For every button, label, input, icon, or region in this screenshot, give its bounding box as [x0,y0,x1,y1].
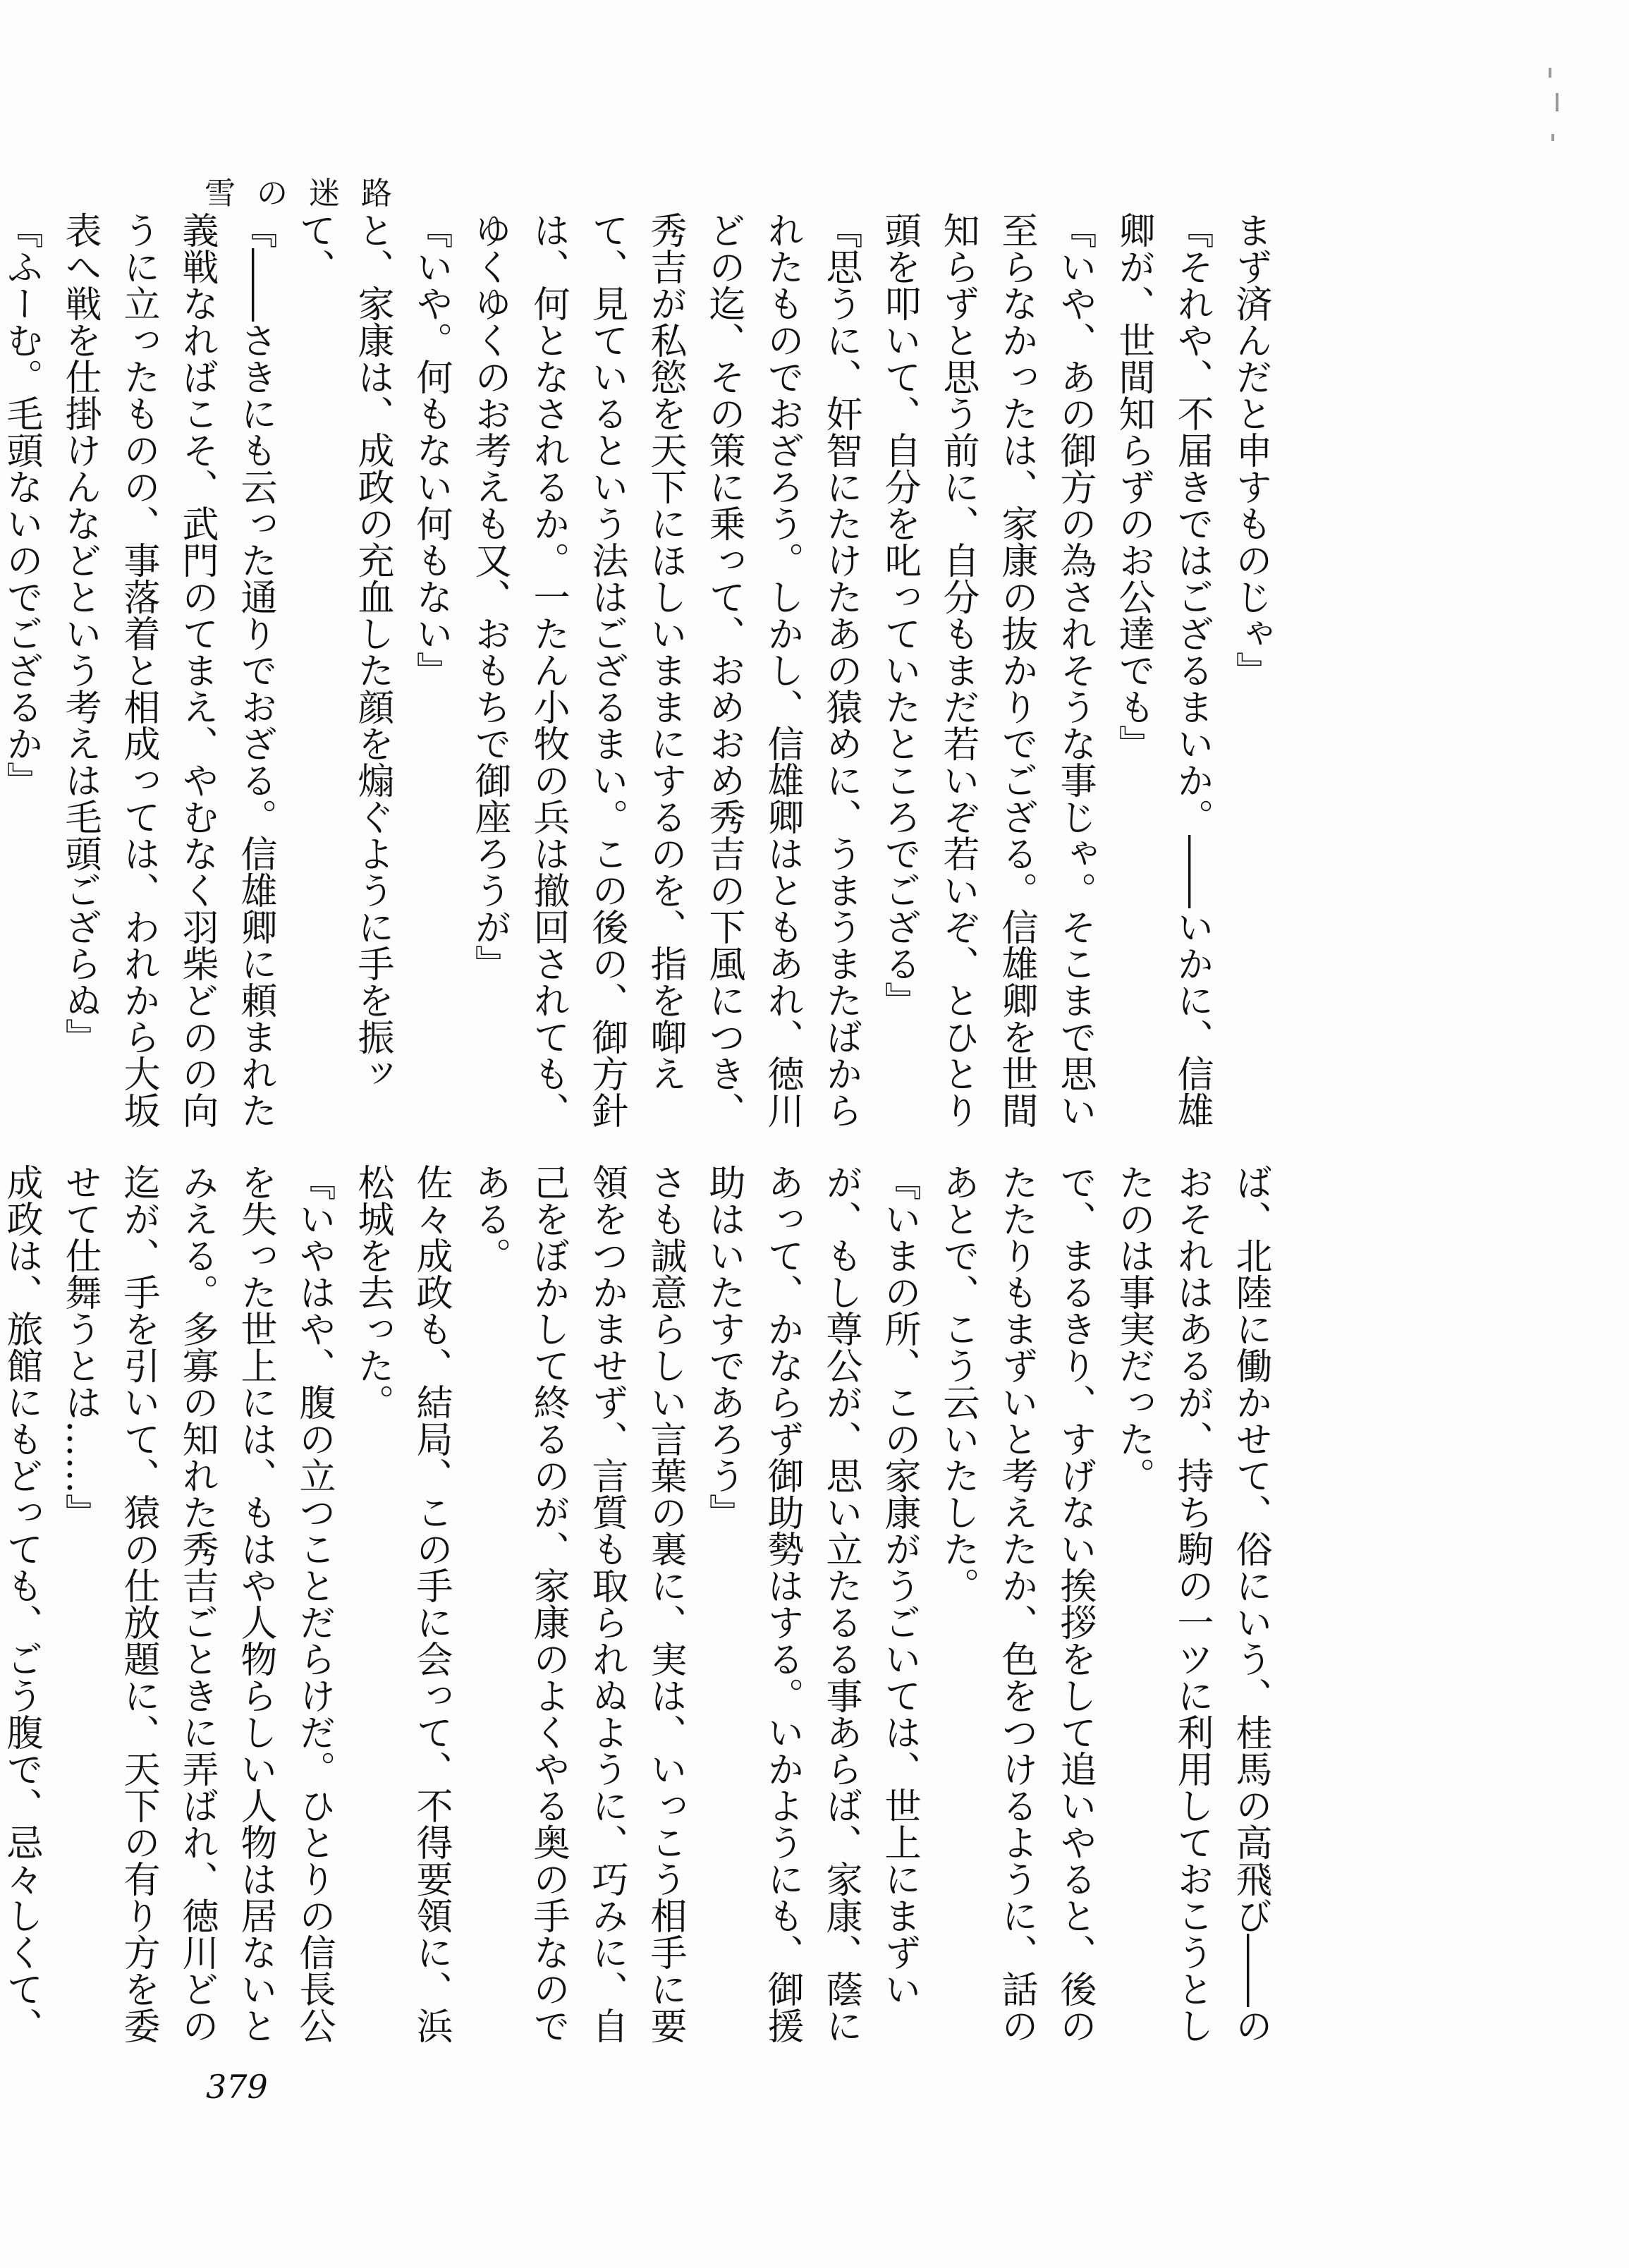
paragraph: で、まるきり、すげない挨拶をして追いやると、後のたたりもまずいと考えたか、色をつけるように、話のあとで、こう云いたした。 [936,1164,1096,2044]
scan-speck [1551,134,1554,141]
scan-speck [1549,68,1551,78]
paragraph: と、家康は、成政の充血した顔を煽ぐように手を振ッて、 [293,212,393,1092]
lower-text-block [0,1164,1279,2073]
paragraph: まず済んだと申すものじゃ』 [1229,212,1271,688]
scan-speck [1556,93,1558,111]
paragraph: 『ふーむ。毛頭ないのでござるか』 [0,212,42,798]
paragraph: さも誠意らしい言葉の裏に、実は、いっこう相手に要領をつかませず、言質も取られぬように、巧みに、自己をぼかして終るのが、家康のよくやる奥の手なのである。 [468,1164,686,2044]
paragraph: 『いやはや、腹の立つことだらけだ。ひとりの信長公を失った世上には、もはや人物らしい人物は居ないとみえる。多寡の知れた秀吉ごときに弄ばれ、徳川どの迄が、手を引いて、猿の仕放題に、天下の有り方を委せて仕舞うとは……』 [59,1164,335,2044]
paragraph: 『いまの所、この家康がうごいては、世上にまずいが、もし尊公が、思い立たるる事あらば、家康、蔭にあって、かならず御助勢はする。いかようにも、御援助はいたすであろう』 [702,1164,920,2044]
paragraph: ば、北陸に働かせて、俗にいう、桂馬の高飛び――のおそれはあるが、持ち駒の一ツに利用しておこうとしたのは事実だった。 [1112,1164,1271,2044]
paragraph: 『いや。何もない何もない』 [410,212,452,688]
paragraph: 『思うに、奸智にたけたあの猿めに、うまうまたばかられたものでおざろう。しかし、信雄卿はともあれ、徳川どの迄、その策に乗って、おめおめ秀吉の下風につき、秀吉が私慾を天下にほしいままにするのを、指を啣えて、見ているという法はござるまい。この後の、御方針は、何となされるか。一たん小牧の兵は撤回されても、ゆくゆくのお考えも又、おもちで御座ろうが』 [468,212,862,1128]
paragraph: 『いや、あの御方の為されそうな事じゃ。そこまで思い至らなかったは、家康の抜かりでござる。信雄卿を世間知らずと思う前に、自分もまだ若いぞ若いぞ、とひとり頭を叩いて、自分を叱っていたところでござる』 [878,212,1096,1128]
page-number: 379 [206,2068,268,2106]
upper-text-block [0,212,1279,1135]
paragraph: 『それや、不届きではござるまいか。――いかに、信雄卿が、世間知らずのお公達でも』 [1112,212,1213,1128]
paragraph: 『――さきにも云った通りでおざる。信雄卿に頼まれた義戦なればこそ、武門のてまえ、やむなく羽柴どのの向うに立ったものの、事落着と相成っては、われから大坂表へ戦を仕掛けんなどという考えは毛頭ござらぬ』 [59,212,276,1128]
running-head: 雪の迷路 [205,176,413,212]
paragraph: 成政は、旅館にもどっても、ごう腹で、忌々しくて、 [0,1164,42,2044]
paragraph: 佐々成政も、結局、この手に会って、不得要領に、浜松城を去った。 [351,1164,452,2044]
